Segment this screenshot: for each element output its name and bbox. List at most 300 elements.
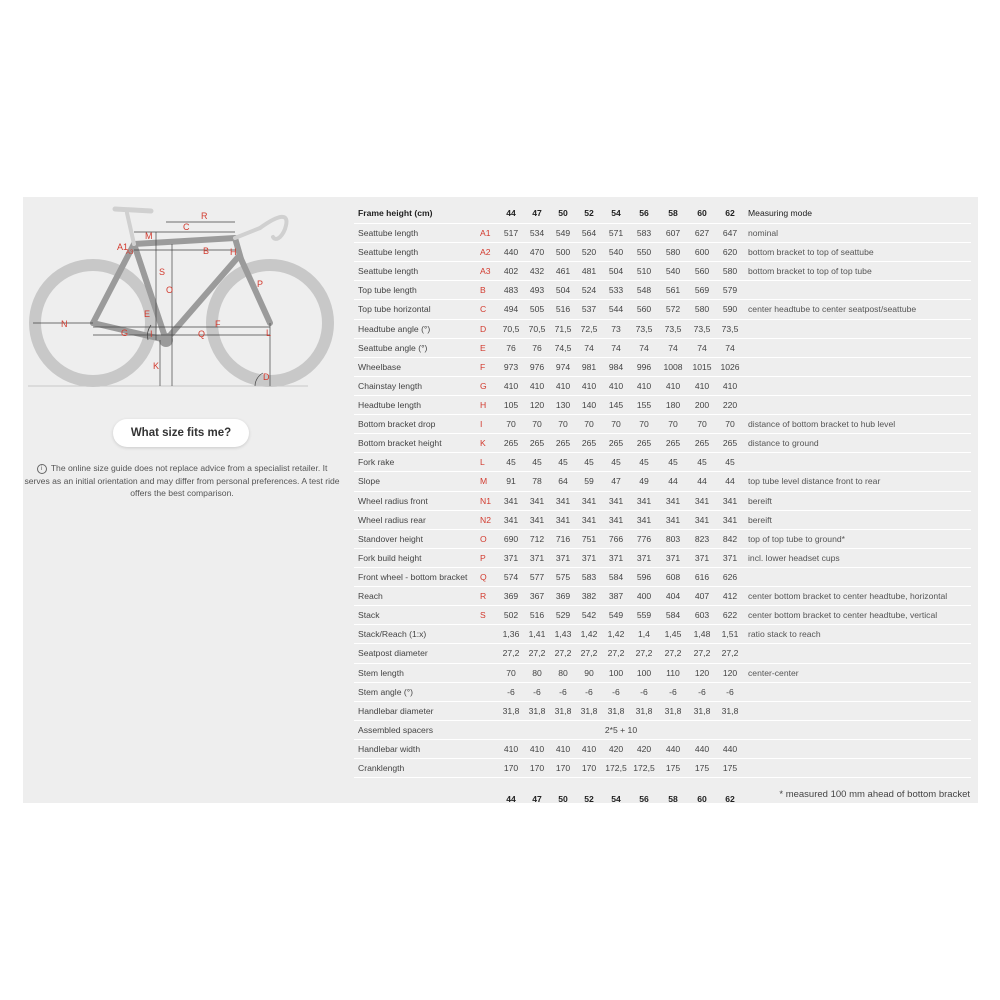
- row-measuring-mode: top of top tube to ground*: [744, 529, 971, 548]
- row-value: 549: [602, 606, 630, 625]
- header-measuring-mode: Measuring mode: [744, 202, 971, 224]
- row-value: 575: [550, 567, 576, 586]
- size-guide-disclaimer: [23, 462, 341, 500]
- row-value: 371: [498, 548, 524, 567]
- row-value: 407: [688, 587, 716, 606]
- row-value: 73,5: [630, 319, 658, 338]
- row-value: 510: [630, 262, 658, 281]
- row-measuring-mode: distance to ground: [744, 434, 971, 453]
- row-value: 44: [658, 472, 688, 491]
- table-row: [354, 472, 971, 491]
- row-label: Handlebar width: [354, 739, 478, 758]
- row-value: 180: [658, 395, 688, 414]
- header-frame-height: Frame height (cm): [354, 202, 478, 224]
- label-R: R: [201, 211, 208, 221]
- footer-size: 56: [639, 794, 649, 805]
- row-value: 341: [524, 491, 550, 510]
- row-value: 622: [716, 606, 744, 625]
- header-size: 50: [550, 202, 576, 224]
- table-row: [354, 759, 971, 778]
- row-value: 70: [602, 415, 630, 434]
- row-value: 402: [498, 262, 524, 281]
- row-label: Stem angle (°): [354, 682, 478, 701]
- row-value: 412: [716, 587, 744, 606]
- row-value: 483: [498, 281, 524, 300]
- row-value: 371: [688, 548, 716, 567]
- row-value: 74: [716, 338, 744, 357]
- row-label: Top tube horizontal: [354, 300, 478, 319]
- row-code: [478, 625, 498, 644]
- table-row: [354, 395, 971, 414]
- header-size: 54: [602, 202, 630, 224]
- footer-size: 52: [584, 794, 594, 805]
- row-label: Wheel radius front: [354, 491, 478, 510]
- row-code: G: [478, 376, 498, 395]
- row-code: I: [478, 415, 498, 434]
- row-value: 603: [688, 606, 716, 625]
- row-value: 76: [498, 338, 524, 357]
- row-measuring-mode: [744, 453, 971, 472]
- row-measuring-mode: incl. lower headset cups: [744, 548, 971, 567]
- row-value: 410: [688, 376, 716, 395]
- row-value: 984: [602, 357, 630, 376]
- row-value: 31,8: [716, 701, 744, 720]
- label-H: H: [230, 247, 237, 257]
- row-measuring-mode: [744, 701, 971, 720]
- header-size: 56: [630, 202, 658, 224]
- row-value: 74,5: [550, 338, 576, 357]
- row-value: -6: [576, 682, 602, 701]
- row-value: 200: [688, 395, 716, 414]
- table-row: [354, 720, 971, 739]
- row-measuring-mode: bottom bracket to top of seattube: [744, 243, 971, 262]
- row-measuring-mode: bereift: [744, 491, 971, 510]
- row-label: Reach: [354, 587, 478, 606]
- saddle: [115, 209, 151, 211]
- row-value: 27,2: [550, 644, 576, 663]
- row-value: 31,8: [498, 701, 524, 720]
- row-value: 600: [688, 243, 716, 262]
- row-value: 1,51: [716, 625, 744, 644]
- row-label: Wheelbase: [354, 357, 478, 376]
- row-value: 712: [524, 529, 550, 548]
- row-value: 387: [602, 587, 630, 606]
- row-value: 470: [524, 243, 550, 262]
- row-value: 70: [498, 415, 524, 434]
- row-value: 70,5: [498, 319, 524, 338]
- row-value: 410: [576, 376, 602, 395]
- row-value: 974: [550, 357, 576, 376]
- row-code: O: [478, 529, 498, 548]
- row-value: 766: [602, 529, 630, 548]
- row-value: 590: [716, 300, 744, 319]
- row-value: 583: [576, 567, 602, 586]
- row-code: N2: [478, 510, 498, 529]
- row-measuring-mode: [744, 720, 971, 739]
- row-value: 265: [550, 434, 576, 453]
- row-value: 31,8: [550, 701, 576, 720]
- row-value: 620: [716, 243, 744, 262]
- row-label: Wheel radius rear: [354, 510, 478, 529]
- row-value: 981: [576, 357, 602, 376]
- row-value: 341: [630, 510, 658, 529]
- row-value: 410: [498, 376, 524, 395]
- row-value: 410: [602, 376, 630, 395]
- row-value: -6: [716, 682, 744, 701]
- row-value: 561: [658, 281, 688, 300]
- row-value: 170: [524, 759, 550, 778]
- row-code: R: [478, 587, 498, 606]
- row-value: 382: [576, 587, 602, 606]
- row-value: 371: [630, 548, 658, 567]
- row-value: 1,4: [630, 625, 658, 644]
- label-S: S: [159, 267, 166, 277]
- table-row: [354, 587, 971, 606]
- row-value: 1,41: [524, 625, 550, 644]
- row-value: 31,8: [602, 701, 630, 720]
- row-value: 45: [630, 453, 658, 472]
- row-code: [478, 739, 498, 758]
- row-value: 27,2: [498, 644, 524, 663]
- row-value: 64: [550, 472, 576, 491]
- row-value: 31,8: [576, 701, 602, 720]
- row-value: 91: [498, 472, 524, 491]
- table-row: [354, 262, 971, 281]
- disclaimer-text: The online size guide does not replace advice from a specialist retailer. It serves as an initial orientation and may differ from personal preferences. A test ride offers the best comparison.: [24, 463, 340, 498]
- row-measuring-mode: bereift: [744, 510, 971, 529]
- row-value: 369: [498, 587, 524, 606]
- row-measuring-mode: center bottom bracket to center headtube, vertical: [744, 606, 971, 625]
- header-size: 62: [716, 202, 744, 224]
- table-row: [354, 415, 971, 434]
- label-M: M: [145, 231, 153, 241]
- row-value: 1,42: [602, 625, 630, 644]
- row-value: -6: [630, 682, 658, 701]
- table-row: [354, 567, 971, 586]
- label-F: F: [215, 319, 221, 329]
- label-O: O: [166, 285, 174, 295]
- row-value: 716: [550, 529, 576, 548]
- row-label: Stack: [354, 606, 478, 625]
- row-measuring-mode: ratio stack to reach: [744, 625, 971, 644]
- row-value: 27,2: [630, 644, 658, 663]
- row-measuring-mode: [744, 567, 971, 586]
- row-label: Seattube length: [354, 224, 478, 243]
- table-row: [354, 644, 971, 663]
- footer-size: 47: [532, 794, 542, 805]
- row-value: 175: [658, 759, 688, 778]
- row-code: B: [478, 281, 498, 300]
- row-value: 341: [550, 510, 576, 529]
- row-value: 410: [550, 739, 576, 758]
- row-value: 120: [716, 663, 744, 682]
- row-value: 145: [602, 395, 630, 414]
- row-value: 70: [498, 663, 524, 682]
- row-value: 559: [630, 606, 658, 625]
- row-value: 842: [716, 529, 744, 548]
- row-value: 537: [576, 300, 602, 319]
- row-value: 175: [716, 759, 744, 778]
- row-value: 59: [576, 472, 602, 491]
- footer-code: [478, 778, 498, 805]
- footnote: * measured 100 mm ahead of bottom bracket: [779, 789, 970, 800]
- row-value: 776: [630, 529, 658, 548]
- table-row: [354, 606, 971, 625]
- row-value: 549: [550, 224, 576, 243]
- row-value: 584: [658, 606, 688, 625]
- row-code: H: [478, 395, 498, 414]
- row-value: 410: [550, 376, 576, 395]
- row-value: 341: [658, 510, 688, 529]
- row-value: 70: [688, 415, 716, 434]
- table-row: [354, 491, 971, 510]
- row-code: P: [478, 548, 498, 567]
- footer-size: 62: [725, 794, 735, 805]
- row-code: A2: [478, 243, 498, 262]
- row-value: 516: [550, 300, 576, 319]
- row-value: 31,8: [658, 701, 688, 720]
- seatpost: [127, 213, 134, 244]
- row-value: 74: [630, 338, 658, 357]
- row-label: Handlebar diameter: [354, 701, 478, 720]
- row-value: -6: [550, 682, 576, 701]
- row-value: 461: [550, 262, 576, 281]
- row-value: 529: [550, 606, 576, 625]
- row-value: 27,2: [716, 644, 744, 663]
- row-measuring-mode: [744, 338, 971, 357]
- row-value: 27,2: [524, 644, 550, 663]
- row-value: 70: [524, 415, 550, 434]
- row-value: 420: [602, 739, 630, 758]
- row-value: 548: [630, 281, 658, 300]
- row-value: 155: [630, 395, 658, 414]
- row-value: 440: [498, 243, 524, 262]
- label-K: K: [153, 361, 160, 371]
- row-value: 265: [498, 434, 524, 453]
- row-measuring-mode: [744, 644, 971, 663]
- row-value: 341: [550, 491, 576, 510]
- row-measuring-mode: distance of bottom bracket to hub level: [744, 415, 971, 434]
- table-row: [354, 319, 971, 338]
- row-value: -6: [658, 682, 688, 701]
- row-value: 170: [550, 759, 576, 778]
- row-value: 170: [576, 759, 602, 778]
- row-value: 71,5: [550, 319, 576, 338]
- row-code: A3: [478, 262, 498, 281]
- row-code: N1: [478, 491, 498, 510]
- row-value: 580: [688, 300, 716, 319]
- row-value: 540: [658, 262, 688, 281]
- row-value: 505: [524, 300, 550, 319]
- row-code: L: [478, 453, 498, 472]
- row-code: [478, 720, 498, 739]
- row-measuring-mode: [744, 281, 971, 300]
- row-label: Fork build height: [354, 548, 478, 567]
- row-label: Fork rake: [354, 453, 478, 472]
- row-value: 502: [498, 606, 524, 625]
- row-label: Headtube angle (°): [354, 319, 478, 338]
- row-value: 410: [576, 739, 602, 758]
- table-row: [354, 625, 971, 644]
- row-value: 265: [524, 434, 550, 453]
- row-value: 70,5: [524, 319, 550, 338]
- row-code: Q: [478, 567, 498, 586]
- row-value: 371: [658, 548, 688, 567]
- row-value: 976: [524, 357, 550, 376]
- row-value: 31,8: [524, 701, 550, 720]
- row-value: 572: [658, 300, 688, 319]
- row-value: 627: [688, 224, 716, 243]
- row-value: 560: [688, 262, 716, 281]
- table-row: [354, 510, 971, 529]
- row-value: 31,8: [688, 701, 716, 720]
- row-value: 608: [658, 567, 688, 586]
- row-value: 1,36: [498, 625, 524, 644]
- row-value: 265: [658, 434, 688, 453]
- row-value: 580: [716, 262, 744, 281]
- row-value: 27,2: [688, 644, 716, 663]
- row-value: 996: [630, 357, 658, 376]
- footer-size: 58: [668, 794, 678, 805]
- row-value: 341: [688, 491, 716, 510]
- row-measuring-mode: [744, 357, 971, 376]
- row-value: 47: [602, 472, 630, 491]
- row-value: 45: [688, 453, 716, 472]
- row-code: M: [478, 472, 498, 491]
- row-label: Cranklength: [354, 759, 478, 778]
- row-label: Front wheel - bottom bracket: [354, 567, 478, 586]
- row-value: 1,48: [688, 625, 716, 644]
- row-value: 341: [630, 491, 658, 510]
- row-value: 140: [576, 395, 602, 414]
- row-value: 70: [576, 415, 602, 434]
- row-value: 265: [716, 434, 744, 453]
- row-label: Seattube angle (°): [354, 338, 478, 357]
- row-value: 130: [550, 395, 576, 414]
- row-value: 580: [658, 243, 688, 262]
- row-value: 440: [658, 739, 688, 758]
- row-value: 564: [576, 224, 602, 243]
- row-value: 31,8: [630, 701, 658, 720]
- row-label: Slope: [354, 472, 478, 491]
- table-row: [354, 701, 971, 720]
- row-value: 574: [498, 567, 524, 586]
- row-value: 341: [576, 510, 602, 529]
- row-measuring-mode: center headtube to center seatpost/seattube: [744, 300, 971, 319]
- row-value: 45: [716, 453, 744, 472]
- row-value: 74: [658, 338, 688, 357]
- row-value: 70: [658, 415, 688, 434]
- row-value: 74: [688, 338, 716, 357]
- label-Q: Q: [198, 329, 206, 339]
- size-guide-button[interactable]: What size fits me?: [113, 419, 249, 447]
- row-value: 76: [524, 338, 550, 357]
- row-label: Seatpost diameter: [354, 644, 478, 663]
- row-value: 410: [716, 376, 744, 395]
- label-B: B: [203, 246, 210, 256]
- table-row: [354, 682, 971, 701]
- row-value: 560: [630, 300, 658, 319]
- row-code: D: [478, 319, 498, 338]
- row-value: 341: [688, 510, 716, 529]
- row-measuring-mode: [744, 682, 971, 701]
- row-value: 120: [688, 663, 716, 682]
- table-row: [354, 338, 971, 357]
- label-C: C: [183, 222, 190, 232]
- row-code: A1: [478, 224, 498, 243]
- row-value: 626: [716, 567, 744, 586]
- label-I: I: [150, 329, 153, 339]
- table-row: [354, 243, 971, 262]
- row-label: Assembled spacers: [354, 720, 478, 739]
- label-D: D: [263, 372, 270, 382]
- row-value: 371: [524, 548, 550, 567]
- row-value: 172,5: [630, 759, 658, 778]
- stem: [235, 228, 260, 238]
- row-value: 341: [602, 491, 630, 510]
- row-value: 341: [498, 510, 524, 529]
- row-value: 341: [524, 510, 550, 529]
- row-value: 27,2: [602, 644, 630, 663]
- row-value: 265: [602, 434, 630, 453]
- header-size: 52: [576, 202, 602, 224]
- row-value: 45: [498, 453, 524, 472]
- row-measuring-mode: nominal: [744, 224, 971, 243]
- row-value: 367: [524, 587, 550, 606]
- row-value: 494: [498, 300, 524, 319]
- row-value: 410: [658, 376, 688, 395]
- row-label: Headtube length: [354, 395, 478, 414]
- row-measuring-mode: center-center: [744, 663, 971, 682]
- row-value: 1008: [658, 357, 688, 376]
- row-value: -6: [524, 682, 550, 701]
- row-code: E: [478, 338, 498, 357]
- row-value: 45: [602, 453, 630, 472]
- label-L: L: [266, 328, 272, 338]
- row-value: 571: [602, 224, 630, 243]
- frame: [93, 238, 270, 340]
- row-value: 493: [524, 281, 550, 300]
- bike-geometry-diagram: [23, 197, 343, 407]
- row-label: Standover height: [354, 529, 478, 548]
- row-value: 516: [524, 606, 550, 625]
- row-code: [478, 663, 498, 682]
- geometry-table: [354, 202, 971, 804]
- row-value: 2*5 + 10: [498, 720, 744, 739]
- row-value: 73,5: [716, 319, 744, 338]
- row-value: 265: [576, 434, 602, 453]
- row-value: 100: [630, 663, 658, 682]
- row-code: [478, 701, 498, 720]
- footer-size: 54: [611, 794, 621, 805]
- row-code: S: [478, 606, 498, 625]
- row-label: Seattube length: [354, 243, 478, 262]
- row-value: 172,5: [602, 759, 630, 778]
- row-value: 70: [716, 415, 744, 434]
- row-measuring-mode: top tube level distance front to rear: [744, 472, 971, 491]
- row-value: 481: [576, 262, 602, 281]
- row-code: [478, 759, 498, 778]
- info-icon: i: [37, 464, 47, 474]
- row-value: 690: [498, 529, 524, 548]
- header-size: 60: [688, 202, 716, 224]
- row-value: 410: [498, 739, 524, 758]
- header-code: [478, 202, 498, 224]
- row-label: Stack/Reach (1:x): [354, 625, 478, 644]
- row-value: 74: [602, 338, 630, 357]
- row-measuring-mode: [744, 395, 971, 414]
- row-value: 45: [658, 453, 688, 472]
